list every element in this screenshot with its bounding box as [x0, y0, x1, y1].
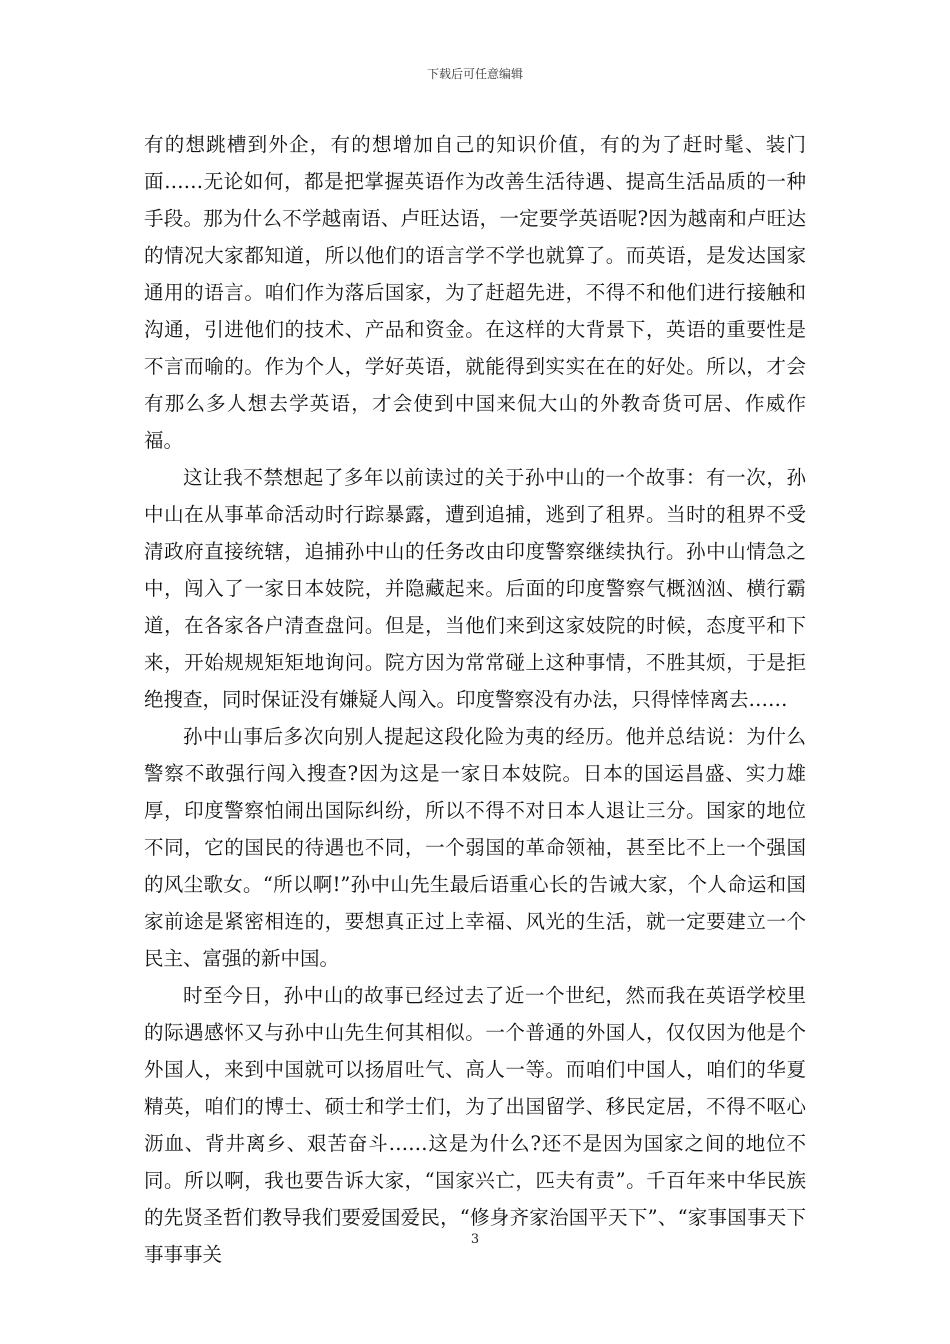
- page-header: 下载后可任意编辑: [426, 67, 523, 81]
- document-body: [144, 126, 806, 1273]
- paragraph-sun-yatsen-story: 这让我不禁想起了多年以前读过的关于孙中山的一个故事：有一次，孙中山在从事革命活动时行踪暴露，遭到追捕，逃到了租界。当时的租界不受清政府直接统辖，追捕孙中山的任务改由印度警察继续执行。孙中山情急之中，闯入了一家日本妓院，并隐藏起来。后面的印度警察气概汹汹、横行霸道，在各家各户清查盘问。但是，当他们来到这家妓院的时候，态度平和下来，开始规规矩矩地询问。院方因为常常碰上这种事情，不胜其烦，于是拒绝搜查，同时保证没有嫌疑人闯入。印度警察没有办法，只得悻悻离去……: [144, 466, 806, 711]
- paragraph-continued: 有的想跳槽到外企，有的想增加自己的知识价值，有的为了赶时髦、装门面……无论如何，都是把掌握英语作为改善生活待遇、提高生活品质的一种手段。那为什么不学越南语、卢旺达语，一定要学英语呢?因为越南和卢旺达的情况大家都知道，所以他们的语言学不学也就算了。而英语，是发达国家通用的语言。咱们作为落后国家，为了赶超先进，不得不和他们进行接触和沟通，引进他们的技术、产品和资金。在这样的大背景下，英语的重要性是不言而喻的。作为个人，学好英语，就能得到实实在在的好处。所以，才会有那么多人想去学英语，才会使到中国来侃大山的外教奇货可居、作威作福。: [144, 133, 806, 452]
- paragraph-sun-yatsen-summary: 孙中山事后多次向别人提起这段化险为夷的经历。他并总结说：为什么警察不敢强行闯入搜查?因为这是一家日本妓院。日本的国运昌盛、实力雄厚，印度警察怕闹出国际纠纷，所以不得不对日本人退让三分。国家的地位不同，它的国民的待遇也不同，一个弱国的革命领袖，甚至比不上一个强国的风尘歌女。“所以啊!”孙中山先生最后语重心长的告诫大家，个人命运和国家前途是紧密相连的，要想真正过上幸福、风光的生活，就一定要建立一个民主、富强的新中国。: [144, 725, 806, 970]
- page-number: 3: [470, 1232, 480, 1247]
- paragraph-today-reflection: 时至今日，孙中山的故事已经过去了近一个世纪，然而我在英语学校里的际遇感怀又与孙中山先生何其相似。一个普通的外国人，仅仅因为他是个外国人，来到中国就可以扬眉吐气、高人一等。而咱们中国人，咱们的华夏精英，咱们的博士、硕士和学士们，为了出国留学、移民定居，不得不呕心沥血、背井离乡、艰苦奋斗……这是为什么?还不是因为国家之间的地位不同。所以啊，我也要告诉大家，“国家兴亡，匹夫有责”。千百年来中华民族的先贤圣哲们教导我们要爱国爱民，“修身齐家治国平天下”、“家事国事天下事事事关: [144, 984, 806, 1266]
